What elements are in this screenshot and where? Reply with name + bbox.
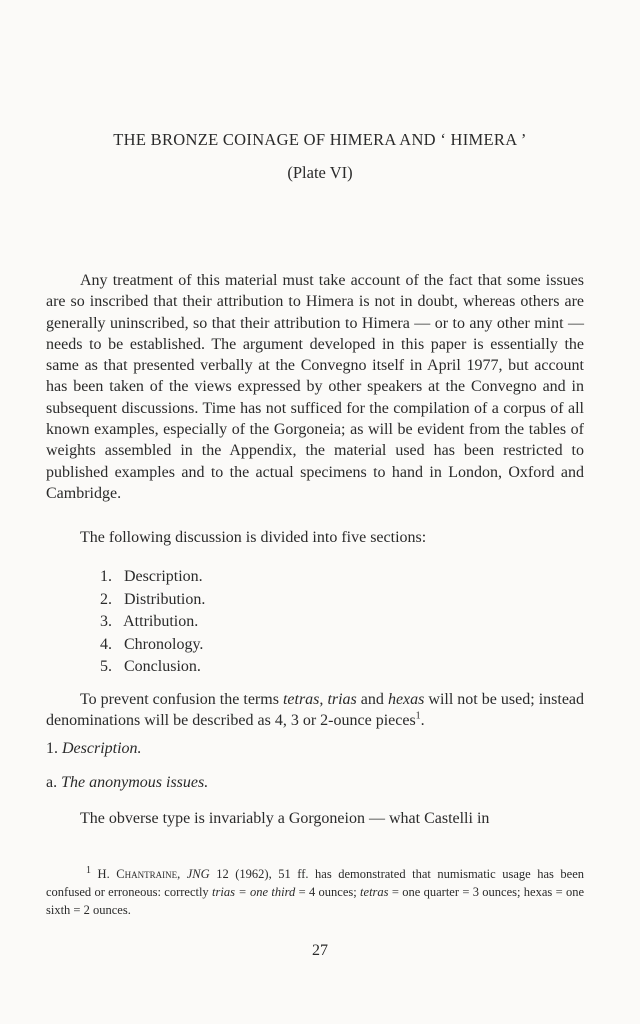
list-item: 4. Chronology. [100,635,204,653]
paragraph-terminology: To prevent confusion the terms tetras, trias and hexas will not be used; instead denominations will be described as 4, 3 or 2-ounce pieces$^1$. [46,691,585,730]
list-item: 3. Attribution. [100,613,199,630]
page-number: 27 [312,942,328,959]
footnote: $^1$ H. Chantraine, JNG 12 (1962), 51 ff. has demonstrated that numismatic usage has been confused or erroneous: correctly trias = one third = 4 ounces; tetras = one quarter = 3 ounces; hexas = one sixth = 2 ounces. [46,864,585,917]
paragraph-sections-intro: The following discussion is divided into five sections: [80,529,427,546]
list-item: 2. Distribution. [100,590,206,608]
section-heading: 1. Description. [46,740,142,757]
plate-reference: (Plate VI) [287,163,353,182]
paragraph-obverse: The obverse type is invariably a Gorgoneion — what Castelli in [80,810,490,827]
footnote-reference: 1 [415,710,421,722]
article-title: THE BRONZE COINAGE OF HIMERA AND ‘ HIMERA ’ [113,130,527,149]
list-item: 5. Conclusion. [100,658,201,675]
paragraph-intro: Any treatment of this material must take account of the fact that some issues are so inscribed that their attribution to Himera is not in doubt, whereas others are generally uninscribed, so that their attribution to Himera — or to any other mint — needs to be established. The argument developed in this paper is essentially the same as that presented verbally at the Convegno itself in April 1977, but account has been taken of the views expressed by other speakers at the Convegno and in subsequent discussions. Time has not sufficed for the compilation of a corpus of all known examples, especially of the Gorgoneia; as will be evident from the tables of weights assembled in the Appendix, the material used has been restricted to published examples and to the actual specimens to hand in London, Oxford and Cambridge. [46,272,584,502]
subsection-heading: a. The anonymous issues. [46,774,209,791]
list-item: 1. Description. [100,568,203,585]
sections-list [100,566,205,679]
